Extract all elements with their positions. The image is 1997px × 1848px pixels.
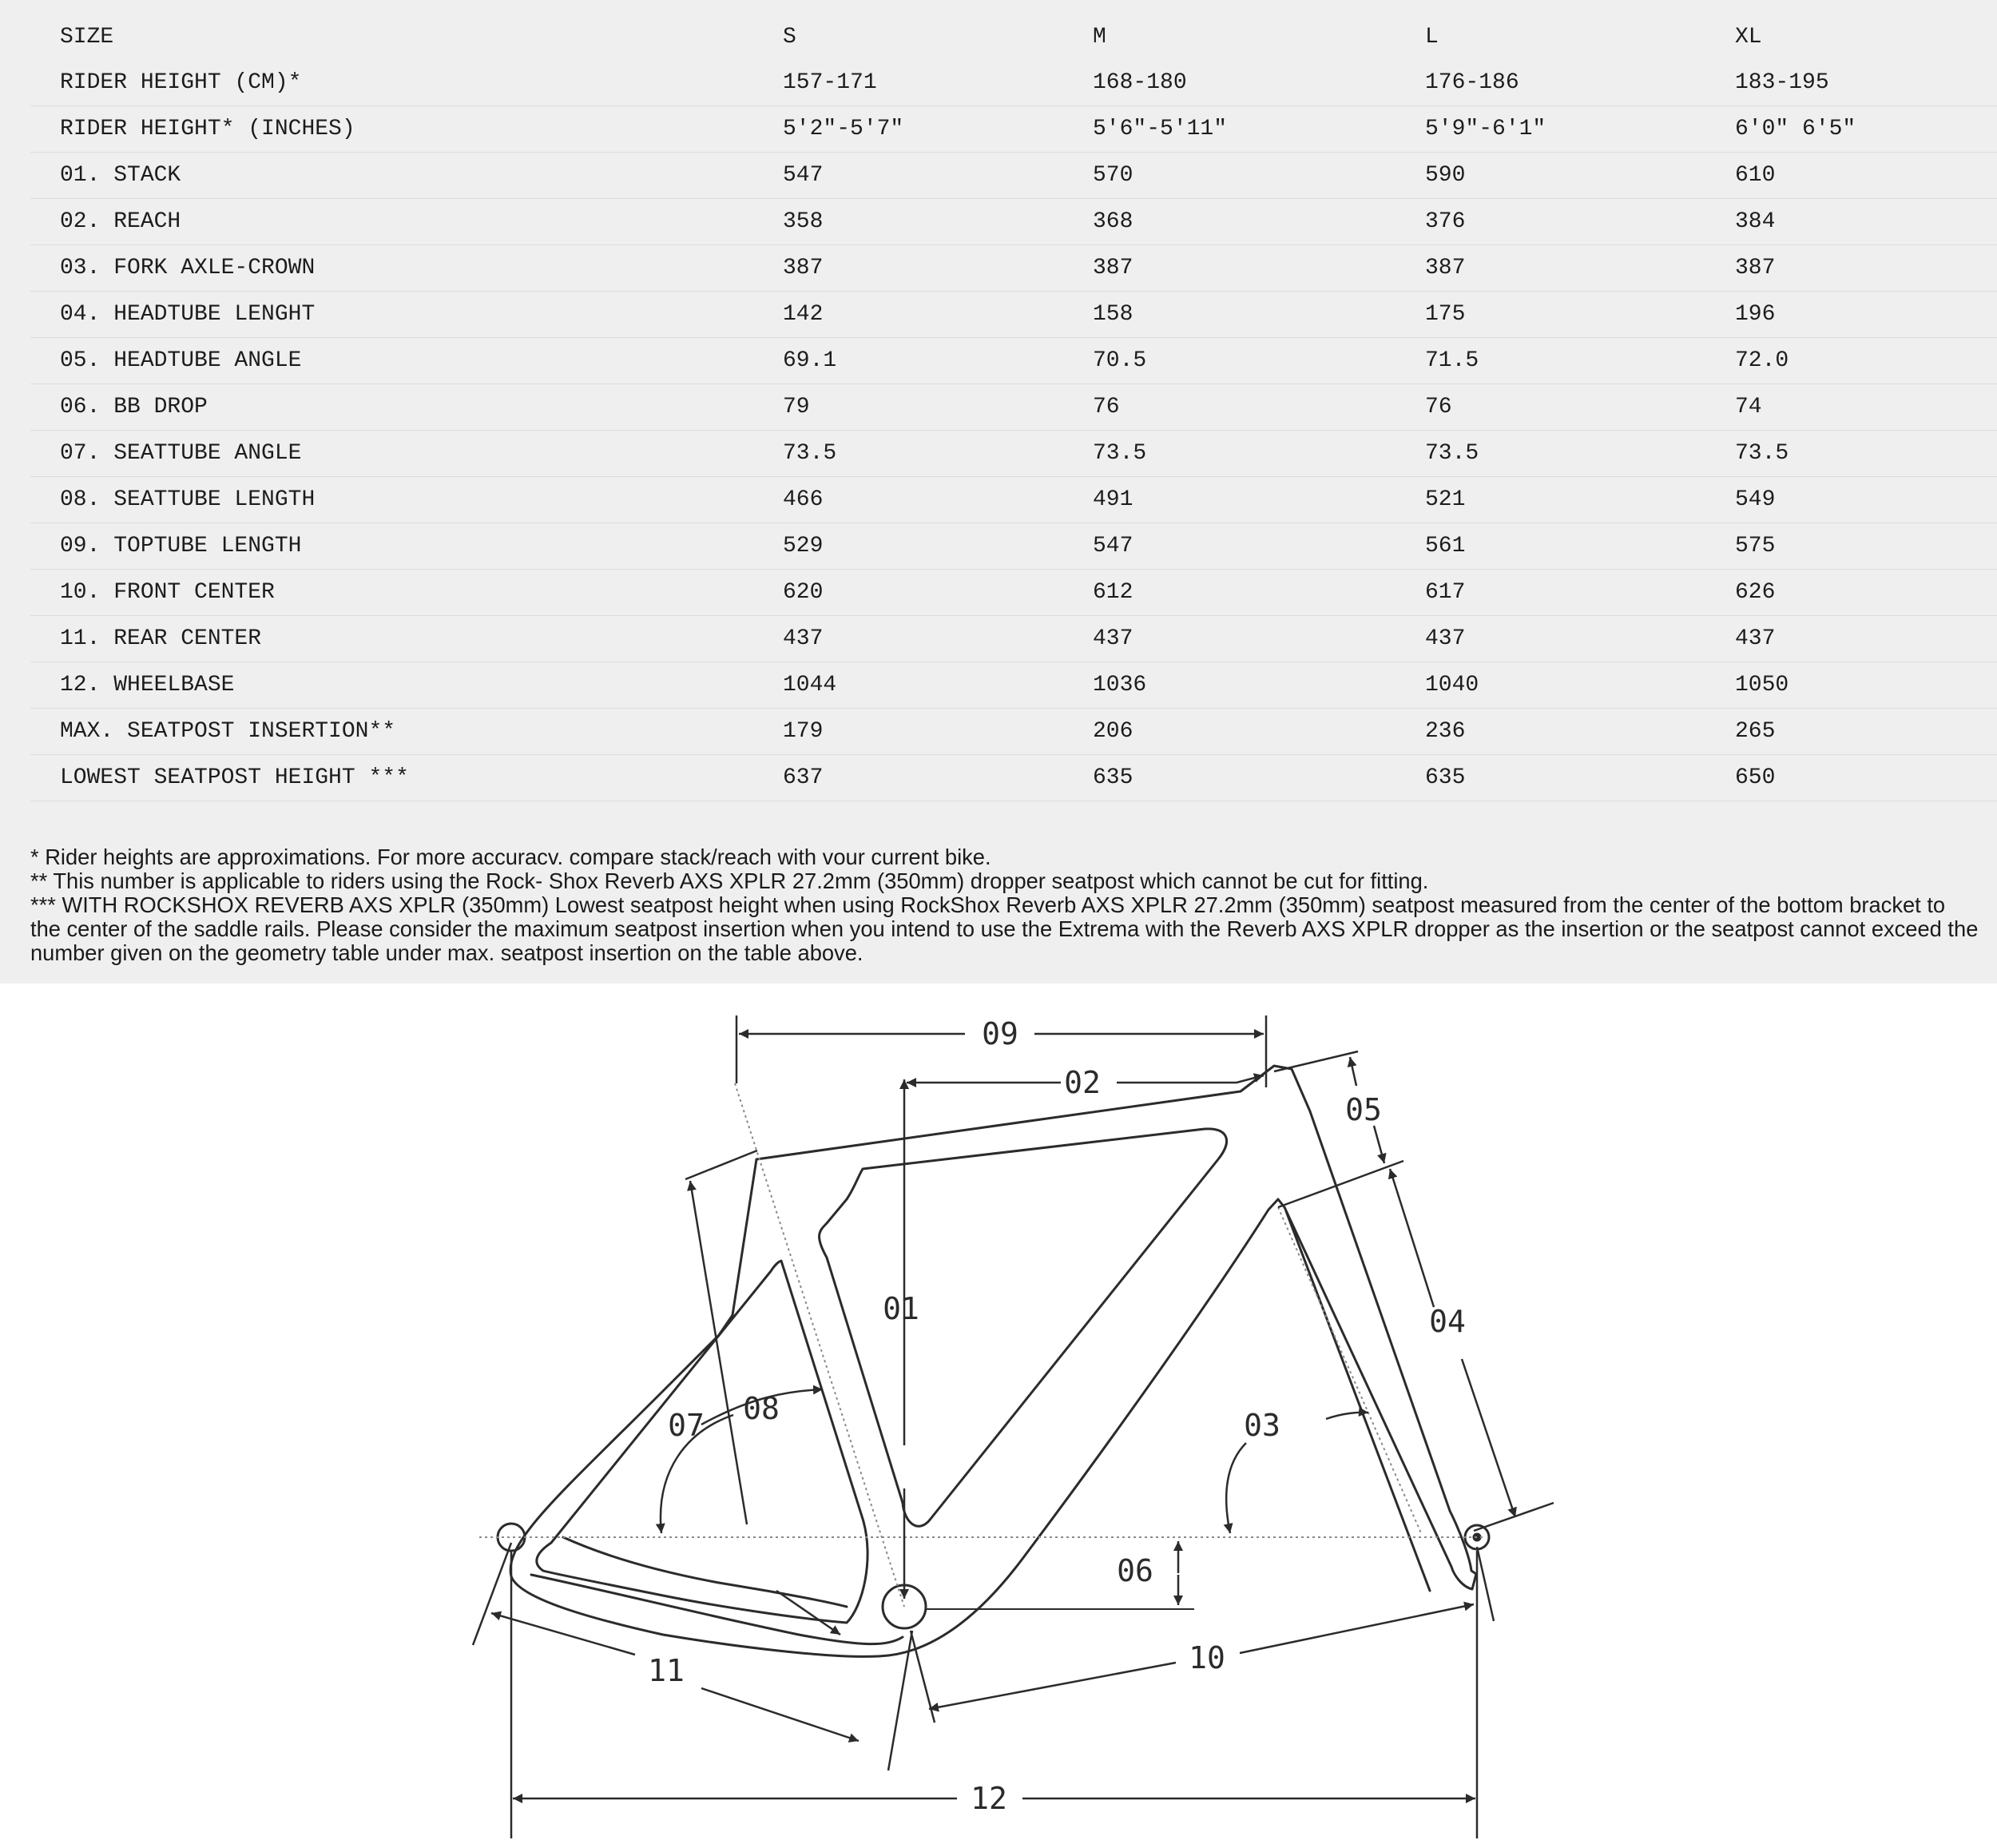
header-m: M <box>1093 24 1106 50</box>
table-cell-l: 176-186 <box>1396 60 1705 106</box>
table-cell-xl: 626 <box>1705 570 1997 616</box>
table-cell-label: RIDER HEIGHT (CM)* <box>30 60 753 106</box>
table-cell-m: 158 <box>1063 292 1396 338</box>
dim-05-bottom <box>1374 1126 1384 1163</box>
dim-04-top <box>1390 1169 1434 1307</box>
table-cell-l: 5'9"-6'1" <box>1396 106 1705 153</box>
table-cell-l: 635 <box>1396 755 1705 801</box>
label-06: 06 <box>1117 1553 1153 1588</box>
table-cell-label: 12. WHEELBASE <box>30 662 753 709</box>
table-cell-s: 387 <box>753 245 1063 292</box>
table-cell-label: 03. FORK AXLE-CROWN <box>30 245 753 292</box>
table-cell-xl: 72.0 <box>1705 338 1997 384</box>
dimension-lines <box>473 1015 1554 1848</box>
table-cell-label: MAX. SEATPOST INSERTION** <box>30 709 753 755</box>
table-cell-s: 547 <box>753 153 1063 199</box>
table-cell-label: 01. STACK <box>30 153 753 199</box>
dim-05-top <box>1350 1057 1356 1086</box>
table-cell-label: 04. HEADTUBE LENGHT <box>30 292 753 338</box>
table-cell-xl: 73.5 <box>1705 431 1997 477</box>
table-cell-label: RIDER HEIGHT* (INCHES) <box>30 106 753 153</box>
label-07: 07 <box>668 1408 705 1443</box>
table-cell-l: 71.5 <box>1396 338 1705 384</box>
dim-08-ext <box>685 1151 757 1179</box>
dim-11-ext-left <box>473 1543 511 1645</box>
table-cell-label: LOWEST SEATPOST HEIGHT *** <box>30 755 753 801</box>
table-cell-m: 635 <box>1063 755 1396 801</box>
table-cell-m: 387 <box>1063 245 1396 292</box>
label-01: 01 <box>883 1291 919 1326</box>
table-row <box>30 106 1997 153</box>
table-cell-l: 1040 <box>1396 662 1705 709</box>
dim-04-bottom <box>1462 1359 1515 1517</box>
table-cell-xl: 384 <box>1705 199 1997 245</box>
seat-tube-axis-guide <box>735 1083 904 1607</box>
dim-08-bottom <box>776 1591 840 1635</box>
header-size: SIZE <box>60 24 114 50</box>
table-row <box>30 153 1997 199</box>
table-cell-s: 69.1 <box>753 338 1063 384</box>
head-tube-inner-line <box>1286 1211 1430 1591</box>
header-s: S <box>783 24 796 50</box>
label-03: 03 <box>1244 1408 1280 1443</box>
table-cell-s: 529 <box>753 523 1063 570</box>
table-cell-m: 612 <box>1063 570 1396 616</box>
label-10: 10 <box>1189 1640 1225 1675</box>
table-cell-m: 5'6"-5'11" <box>1063 106 1396 153</box>
table-cell-label: 06. BB DROP <box>30 384 753 431</box>
table-cell-s: 620 <box>753 570 1063 616</box>
table-header-row <box>30 14 1997 60</box>
label-04: 04 <box>1429 1304 1466 1339</box>
table-cell-l: 376 <box>1396 199 1705 245</box>
seatstay-inner-line <box>563 1537 847 1607</box>
table-cell-s: 358 <box>753 199 1063 245</box>
table-cell-xl: 74 <box>1705 384 1997 431</box>
table-cell-xl: 610 <box>1705 153 1997 199</box>
table-row <box>30 338 1997 384</box>
table-row <box>30 60 1997 106</box>
table-row <box>30 477 1997 523</box>
table-row <box>30 292 1997 338</box>
table-cell-xl: 437 <box>1705 616 1997 662</box>
table-cell-l: 617 <box>1396 570 1705 616</box>
table-cell-l: 175 <box>1396 292 1705 338</box>
table-cell-label: 09. TOPTUBE LENGTH <box>30 523 753 570</box>
table-cell-l: 437 <box>1396 616 1705 662</box>
table-row <box>30 384 1997 431</box>
table-cell-label: 10. FRONT CENTER <box>30 570 753 616</box>
table-row <box>30 523 1997 570</box>
table-cell-s: 79 <box>753 384 1063 431</box>
table-cell-xl: 196 <box>1705 292 1997 338</box>
table-cell-s: 73.5 <box>753 431 1063 477</box>
header-l: L <box>1425 24 1439 50</box>
label-09: 09 <box>982 1016 1018 1051</box>
table-cell-xl: 575 <box>1705 523 1997 570</box>
geometry-table <box>30 14 1997 801</box>
table-cell-xl: 265 <box>1705 709 1997 755</box>
table-cell-l: 236 <box>1396 709 1705 755</box>
table-cell-m: 491 <box>1063 477 1396 523</box>
table-cell-l: 521 <box>1396 477 1705 523</box>
footnote-seatpost-insertion: ** This number is applicable to riders using the Rock- Shox Reverb AXS XPLR 27.2mm (350mm) dropper seatpost which cannot be cut for fitting. <box>30 868 1429 893</box>
table-cell-s: 437 <box>753 616 1063 662</box>
table-cell-label: 11. REAR CENTER <box>30 616 753 662</box>
table-cell-xl: 387 <box>1705 245 1997 292</box>
table-cell-xl: 1050 <box>1705 662 1997 709</box>
dim-02-right <box>1117 1075 1264 1083</box>
table-cell-m: 168-180 <box>1063 60 1396 106</box>
table-cell-m: 570 <box>1063 153 1396 199</box>
table-row <box>30 662 1997 709</box>
table-row <box>30 709 1997 755</box>
dim-04-ext <box>1474 1503 1554 1531</box>
label-02: 02 <box>1064 1065 1101 1100</box>
table-cell-l: 387 <box>1396 245 1705 292</box>
table-cell-xl: 183-195 <box>1705 60 1997 106</box>
dim-11-ext-right <box>888 1631 912 1771</box>
table-cell-l: 73.5 <box>1396 431 1705 477</box>
frame-geometry-diagram <box>0 984 1997 1848</box>
table-cell-s: 1044 <box>753 662 1063 709</box>
footnotes <box>30 845 1979 965</box>
footnote-lowest-seatpost: *** WITH ROCKSHOX REVERB AXS XPLR (350mm) Lowest seatpost height when using RockShox Reverb AXS XPLR 27.2mm (350mm) seatpost measured from the center of the bottom bracket to the center of the saddle rails. Please consider the maximum seatpost insertion when you intend to use the Extrema with the Reverb AXS XPLR dropper as the insertion or the seatpost cannot exceed the number given on the geometry table under max. seatpost insertion on the table above. <box>30 892 1979 965</box>
dimension-labels <box>648 1016 1466 1816</box>
table-cell-label: 08. SEATTUBE LENGTH <box>30 477 753 523</box>
table-row <box>30 245 1997 292</box>
table-cell-xl: 6'0" 6'5" <box>1705 106 1997 153</box>
table-cell-s: 142 <box>753 292 1063 338</box>
dim-10-right <box>1240 1604 1474 1653</box>
table-cell-m: 437 <box>1063 616 1396 662</box>
table-row <box>30 755 1997 801</box>
label-11: 11 <box>648 1653 685 1688</box>
dim-11-right <box>701 1688 859 1741</box>
table-row <box>30 570 1997 616</box>
dim-10-left <box>929 1663 1176 1709</box>
dim-10-ext-right <box>1477 1547 1494 1621</box>
table-cell-label: 07. SEATTUBE ANGLE <box>30 431 753 477</box>
dim-05-ext-top <box>1274 1051 1358 1071</box>
table-row <box>30 616 1997 662</box>
table-cell-s: 466 <box>753 477 1063 523</box>
label-05: 05 <box>1345 1092 1382 1127</box>
table-cell-s: 157-171 <box>753 60 1063 106</box>
label-12: 12 <box>971 1781 1007 1816</box>
table-row <box>30 431 1997 477</box>
table-cell-m: 73.5 <box>1063 431 1396 477</box>
table-cell-l: 590 <box>1396 153 1705 199</box>
chainstay-line <box>531 1575 903 1644</box>
table-cell-m: 1036 <box>1063 662 1396 709</box>
header-xl: XL <box>1735 24 1762 50</box>
table-row <box>30 199 1997 245</box>
table-cell-s: 637 <box>753 755 1063 801</box>
table-cell-m: 368 <box>1063 199 1396 245</box>
table-cell-l: 561 <box>1396 523 1705 570</box>
guide-lines <box>479 1083 1486 1609</box>
table-cell-m: 70.5 <box>1063 338 1396 384</box>
table-cell-s: 5'2"-5'7" <box>753 106 1063 153</box>
table-cell-m: 76 <box>1063 384 1396 431</box>
table-cell-label: 05. HEADTUBE ANGLE <box>30 338 753 384</box>
table-cell-xl: 549 <box>1705 477 1997 523</box>
dim-08-top <box>690 1181 747 1524</box>
table-cell-label: 02. REACH <box>30 199 753 245</box>
table-cell-xl: 650 <box>1705 755 1997 801</box>
frame-front-triangle-cutout <box>820 1129 1227 1526</box>
footnote-rider-height: * Rider heights are approximations. For more accuracv. compare stack/reach with vour current bike. <box>30 845 991 869</box>
table-cell-m: 547 <box>1063 523 1396 570</box>
bike-frame <box>498 1066 1489 1656</box>
table-cell-m: 206 <box>1063 709 1396 755</box>
label-08: 08 <box>743 1391 780 1426</box>
dim-11-left <box>491 1613 635 1655</box>
table-cell-l: 76 <box>1396 384 1705 431</box>
table-cell-s: 179 <box>753 709 1063 755</box>
